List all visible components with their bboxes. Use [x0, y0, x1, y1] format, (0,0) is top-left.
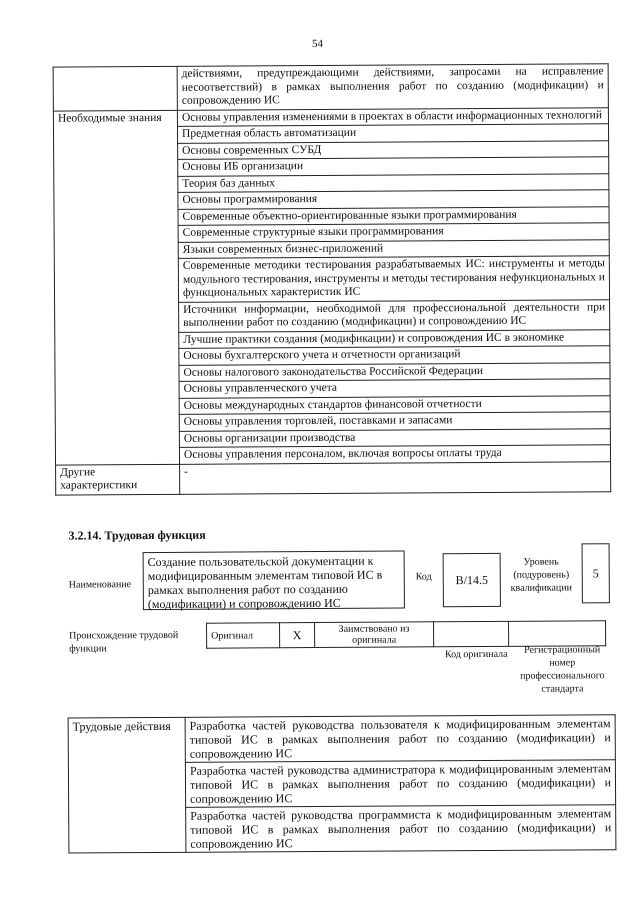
knowledge-label: Необходимые знания — [53, 110, 179, 465]
borrowed-label: Заимствовано из оригинала — [315, 622, 434, 648]
name-label: Наименование — [68, 579, 132, 591]
knowledge-item: Предметная область автоматизации — [177, 124, 608, 143]
table-row — [53, 64, 608, 111]
knowledge-table — [53, 63, 612, 495]
knowledge-item: Основы управления изменениями в проектах в области информационных технологий — [177, 107, 608, 126]
knowledge-item: Основы управления торговлей, поставками и запасами — [179, 412, 610, 431]
knowledge-item: Основы налогового законодательства Российской Федерации — [179, 362, 610, 381]
knowledge-item: Языки современных бизнес-приложений — [178, 239, 609, 258]
actions-table — [68, 714, 617, 853]
origin-label: Происхождение трудовой функции — [69, 629, 179, 655]
knowledge-item: Основы ИБ организации — [178, 157, 609, 176]
other-characteristics-label: Другие характеристики — [56, 464, 180, 495]
page-number: 54 — [311, 37, 324, 51]
table-row — [56, 461, 611, 494]
code-original-label: Код оригинала — [444, 648, 508, 661]
knowledge-item: Современные объектно-ориентированные языки программирования — [178, 206, 609, 225]
action-item: Разработка частей руководства администратора к модифицированным элементам типовой ИС в рамках выполнения работ по созданию (модификации) и сопровождению ИС — [185, 760, 615, 808]
action-item: Разработка частей руководства пользователя к модифицированным элементам типовой ИС в рамках выполнения работ по созданию (модификации) и сопровождению ИС — [185, 715, 615, 763]
continuation-text: действиями, предупреждающими действиями, запросами на исправление несоответствий) в рамках выполнения работ по созданию (модификации) и сопровождению ИС — [177, 64, 608, 110]
code-original-cell — [434, 621, 509, 646]
other-characteristics-value: - — [180, 461, 611, 494]
code-label: Код — [415, 571, 432, 583]
reg-number-label: Регистрационный номер профессионального стандарта — [520, 644, 605, 695]
knowledge-item: Современные структурные языки программирования — [178, 223, 609, 242]
knowledge-item: Основы управленческого учета — [179, 379, 610, 398]
actions-label: Трудовые действия — [68, 717, 186, 853]
function-code: B/14.5 — [443, 553, 501, 607]
section-title: 3.2.14. Трудовая функция — [68, 527, 206, 543]
knowledge-item: Основы управления персоналом, включая вопросы оплаты труда — [179, 445, 610, 464]
knowledge-item: Основы организации производства — [179, 428, 610, 447]
knowledge-item: Основы современных СУБД — [178, 140, 609, 159]
knowledge-item: Основы бухгалтерского учета и отчетности организаций — [179, 346, 610, 365]
action-item: Разработка частей руководства программиста к модифицированным элементам типовой ИС в рамках выполнения работ по созданию (модификации) и сопровождению ИС — [186, 805, 616, 853]
knowledge-item: Основы программирования — [178, 190, 609, 209]
table-row — [68, 715, 615, 763]
knowledge-item: Источники информации, необходимой для профессиональной деятельности при выполнении работ по созданию (модификации) и сопровождению ИС — [179, 299, 610, 332]
knowledge-item: Теория баз данных — [178, 173, 609, 192]
knowledge-item: Современные методики тестирования разрабатываемых ИС: инструменты и методы модульного тестирования, инструменты и методы тестирования нефункциональных и функциональных характеристик ИС — [178, 256, 609, 302]
knowledge-item: Основы международных стандартов финансовой отчетности — [179, 395, 610, 414]
function-name: Создание пользовательской документации к модифицированным элементам типовой ИС в рамках выполнения работ по созданию (модификации) и сопровождению ИС — [143, 550, 405, 610]
original-label: Оригинал — [207, 623, 280, 648]
level-label: Уровень (подуровень) квалификации — [510, 556, 573, 594]
level-value: 5 — [582, 543, 610, 603]
knowledge-item: Лучшие практики создания (модификации) и сопровождения ИС в экономике — [179, 329, 610, 348]
original-mark: X — [280, 623, 315, 648]
